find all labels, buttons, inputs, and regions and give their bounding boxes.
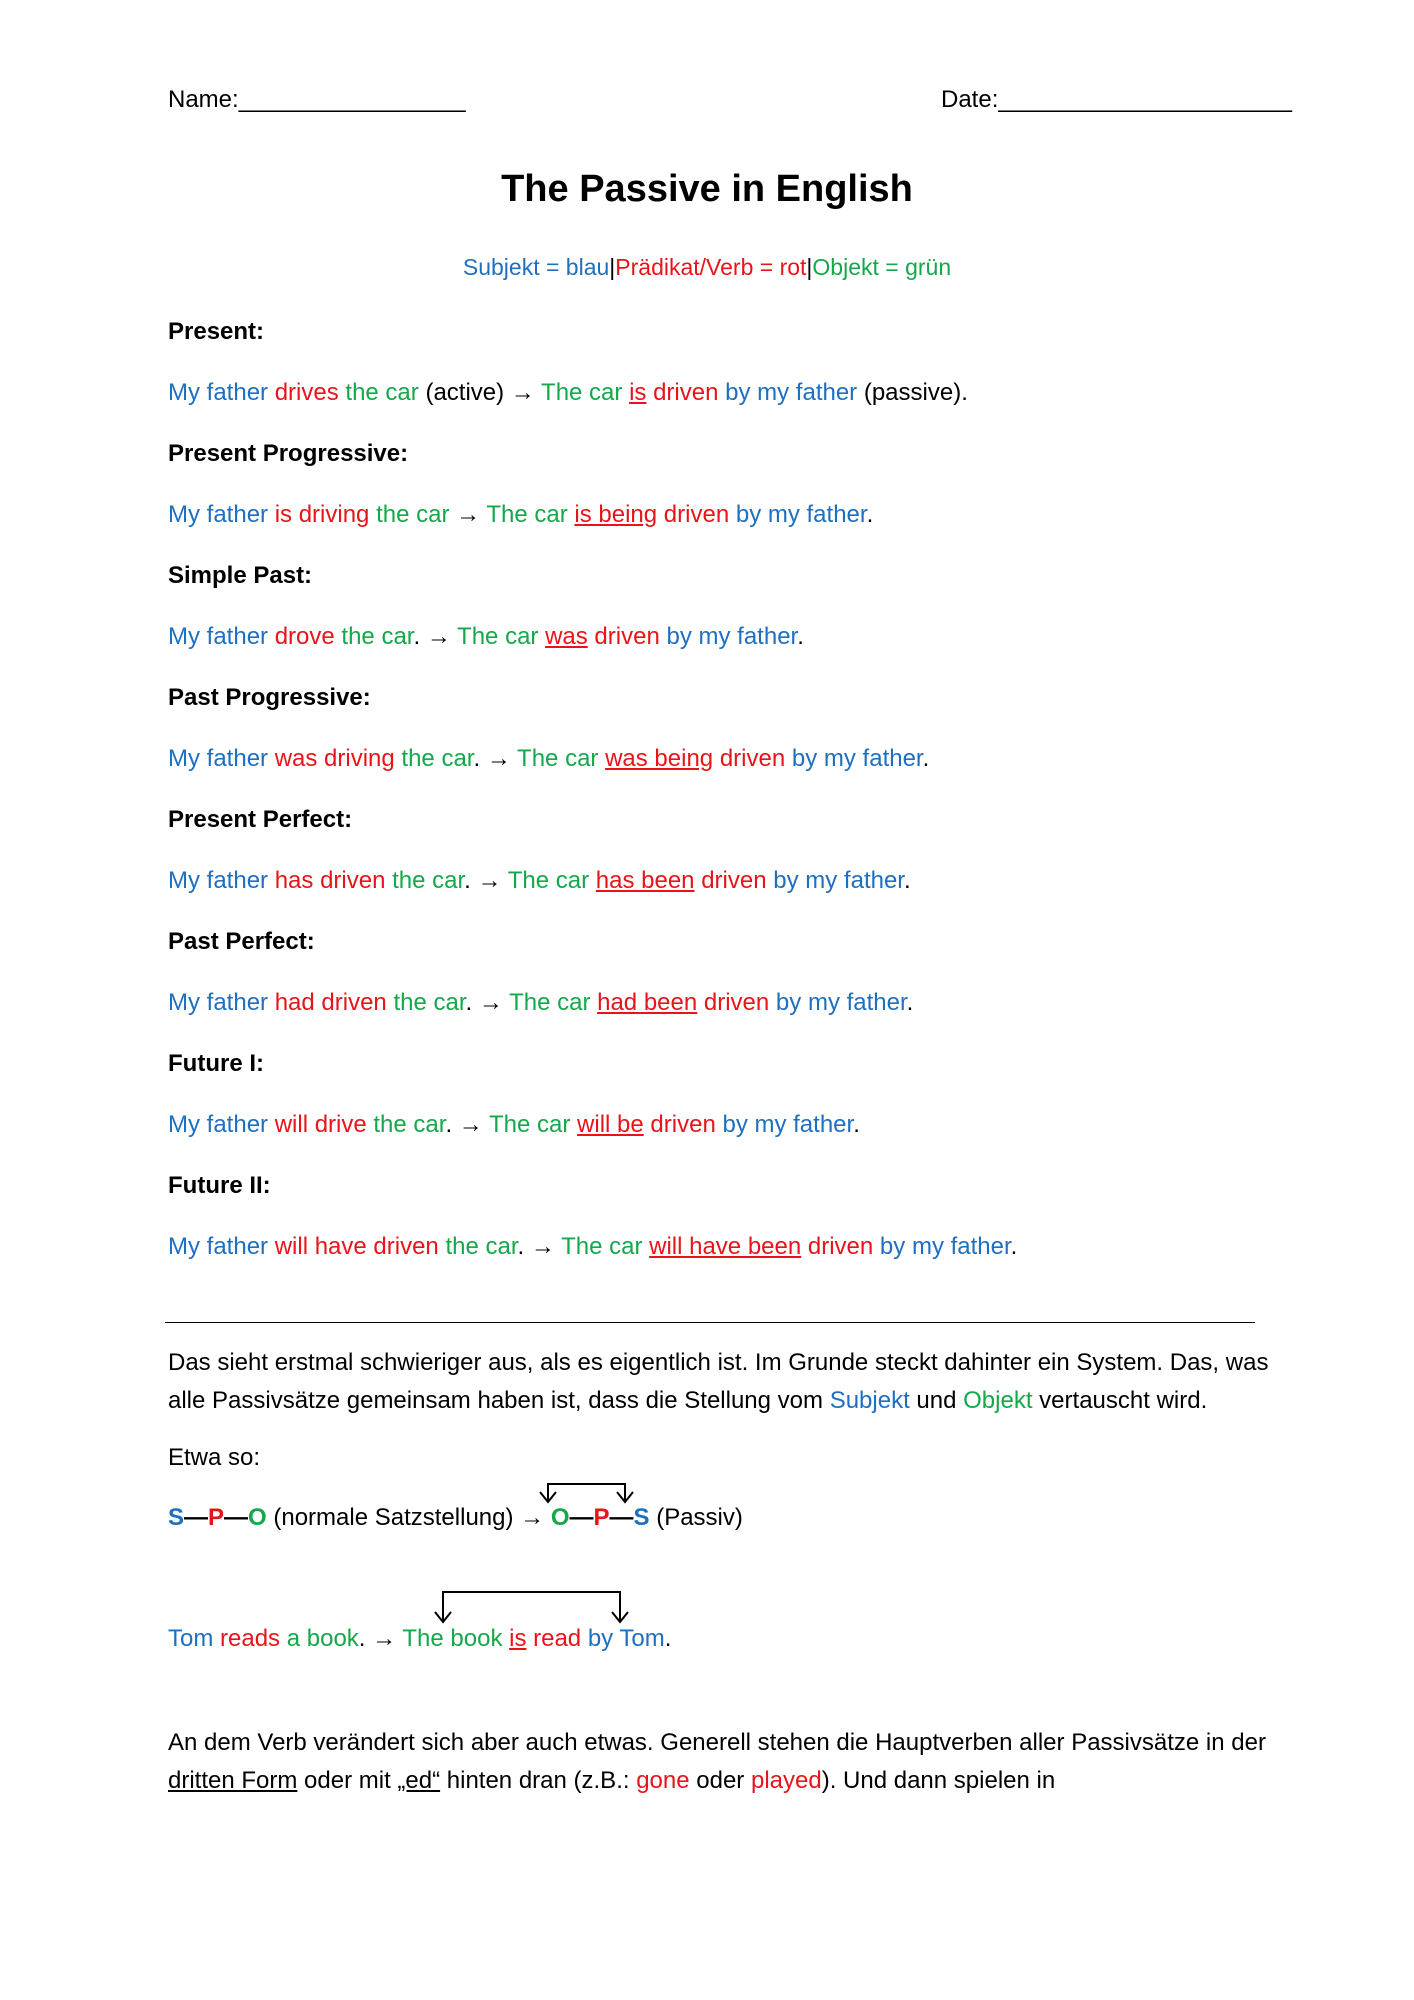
tense-heading: Future I: [168, 1050, 264, 1077]
text-segment: My father [168, 867, 275, 894]
legend-verb: Prädikat/Verb = rot [615, 254, 807, 280]
text-segment: dritten Form [168, 1767, 298, 1794]
text-segment: was driving [274, 745, 395, 772]
text-segment: is [629, 379, 647, 406]
text-segment: driven [694, 867, 767, 894]
text-segment: is [509, 1625, 527, 1652]
text-segment: drove [274, 623, 335, 650]
text-segment: und [909, 1387, 964, 1414]
text-segment: driven [657, 501, 730, 528]
swap-bracket-large [443, 1592, 620, 1620]
text-segment: (Passiv) [649, 1504, 743, 1531]
text-segment: by Tom [581, 1625, 665, 1652]
text-segment: My father [168, 989, 275, 1016]
text-segment: P [593, 1504, 610, 1531]
text-segment: — [569, 1504, 594, 1531]
text-segment: the car [366, 1111, 446, 1138]
name-field-label: Name:_________________ [168, 86, 466, 113]
text-segment: My father [168, 501, 275, 528]
text-segment: . [906, 989, 914, 1016]
text-segment: by my father [766, 867, 904, 894]
text-segment: — [609, 1504, 634, 1531]
text-segment: . [664, 1625, 672, 1652]
text-segment: . [465, 989, 479, 1016]
legend-separator: | [609, 254, 616, 280]
right-arrow-icon: → [372, 1625, 397, 1652]
text-segment: (passive). [857, 379, 968, 406]
text-segment: „ed“ [397, 1767, 441, 1794]
page-title: The Passive in English [501, 168, 913, 210]
text-segment: had driven [274, 989, 387, 1016]
right-arrow-icon: → [478, 989, 503, 1016]
text-segment: drives [274, 379, 339, 406]
text-segment: by my father [718, 379, 858, 406]
text-segment: the car [385, 867, 465, 894]
tense-heading: Present Perfect: [168, 806, 353, 833]
right-arrow-icon: → [477, 867, 502, 894]
text-segment: (active) [418, 379, 511, 406]
text-segment: a book [280, 1625, 359, 1652]
text-segment: is driving [274, 501, 370, 528]
text-segment: has been [595, 867, 695, 894]
text-segment: . [866, 501, 874, 528]
text-segment: (normale Satzstellung) [266, 1504, 521, 1531]
text-segment: the car [438, 1233, 518, 1260]
tense-heading: Simple Past: [168, 562, 313, 589]
text-segment: will have driven [274, 1233, 439, 1260]
text-segment: driven [697, 989, 770, 1016]
text-segment: The car [502, 989, 598, 1016]
text-segment: The car [534, 379, 630, 406]
text-segment: will drive [274, 1111, 367, 1138]
text-segment: oder [689, 1767, 751, 1794]
text-segment: the car [334, 623, 414, 650]
text-segment: Subjekt [829, 1387, 910, 1414]
text-segment: . [473, 745, 487, 772]
text-segment: The car [480, 501, 575, 528]
text-segment: vertauscht wird. [1032, 1387, 1208, 1414]
text-segment: My father [168, 1111, 275, 1138]
text-segment: O [248, 1504, 267, 1531]
etwa-so-label: Etwa so: [168, 1444, 261, 1471]
right-arrow-icon: → [426, 623, 451, 650]
text-segment: Objekt [963, 1387, 1033, 1414]
text-segment: ). Und dann spielen in [821, 1767, 1056, 1794]
text-segment: by my father [785, 745, 923, 772]
legend-separator: | [806, 254, 813, 280]
text-segment: was [545, 623, 588, 650]
text-segment: driven [646, 379, 719, 406]
date-field-label: Date:______________________ [941, 86, 1293, 113]
text-segment: O [550, 1504, 570, 1531]
text-segment: The car [510, 745, 606, 772]
text-segment: P [208, 1504, 225, 1531]
right-arrow-icon: → [530, 1233, 555, 1260]
right-arrow-icon: → [510, 379, 535, 406]
text-segment: . [922, 745, 930, 772]
text-segment: is being [574, 501, 658, 528]
text-segment: My father [168, 623, 275, 650]
text-segment: will be [577, 1111, 644, 1138]
text-segment: . [517, 1233, 531, 1260]
text-segment: The book [396, 1625, 510, 1652]
text-segment: My father [168, 379, 275, 406]
right-arrow-icon: → [458, 1111, 483, 1138]
text-segment: had been [597, 989, 698, 1016]
tense-heading: Past Progressive: [168, 684, 371, 711]
text-segment: . [464, 867, 478, 894]
text-segment: The car [501, 867, 596, 894]
text-segment: by my father [715, 1111, 854, 1138]
text-segment: The car [482, 1111, 578, 1138]
text-segment: . [853, 1111, 860, 1138]
text-segment: the car [338, 379, 419, 406]
text-segment: reads [220, 1625, 281, 1652]
text-segment: the car [369, 501, 457, 528]
text-segment: Das sieht erstmal schwieriger aus, als es eigentlich ist. Im Grunde steckt dahinter ein System. Das, was alle Passivsätze gemeinsam haben ist, dass die Stellung vom [168, 1349, 1269, 1414]
right-arrow-icon: → [520, 1504, 545, 1531]
text-segment: the car [386, 989, 466, 1016]
text-segment: driven [587, 623, 660, 650]
legend-object: Objekt = grün [812, 254, 952, 280]
tense-heading: Past Perfect: [168, 928, 315, 955]
text-segment: — [224, 1504, 249, 1531]
right-arrow-icon: → [486, 745, 511, 772]
text-segment: driven [643, 1111, 716, 1138]
text-segment: read [526, 1625, 582, 1652]
text-segment: has driven [274, 867, 386, 894]
text-segment: by my father [769, 989, 907, 1016]
text-segment: S [168, 1504, 185, 1531]
text-segment: hinten dran (z.B.: [440, 1767, 637, 1794]
text-segment: My father [168, 1233, 275, 1260]
text-segment: gone [636, 1767, 690, 1794]
text-segment: . [358, 1625, 373, 1652]
text-segment: by my father [659, 623, 798, 650]
text-segment: — [184, 1504, 209, 1531]
text-segment: will have been [649, 1233, 802, 1260]
text-segment: The car [554, 1233, 650, 1260]
text-segment: My father [168, 745, 275, 772]
text-segment: . [903, 867, 911, 894]
text-segment: by my father [729, 501, 867, 528]
text-segment: played [750, 1767, 822, 1794]
right-arrow-icon: → [456, 501, 481, 528]
text-segment: was being [605, 745, 714, 772]
text-segment: The car [450, 623, 546, 650]
text-segment: oder mit [297, 1767, 398, 1794]
text-segment: the car [394, 745, 474, 772]
text-segment: . [413, 623, 427, 650]
text-segment: driven [713, 745, 786, 772]
text-segment: An dem Verb verändert sich aber auch etwas. Generell stehen die Hauptverben aller Passivsätze in der [168, 1729, 1266, 1756]
tense-heading: Future II: [168, 1172, 271, 1199]
text-segment: Tom [168, 1625, 221, 1652]
text-segment: . [1010, 1233, 1018, 1260]
swap-bracket-small [548, 1484, 625, 1500]
text-segment: by my father [873, 1233, 1011, 1260]
text-segment: driven [801, 1233, 874, 1260]
legend-subject: Subjekt = blau [462, 254, 610, 280]
text-segment: . [797, 623, 804, 650]
tense-heading: Present Progressive: [168, 440, 409, 467]
text-segment: S [633, 1504, 650, 1531]
tense-heading: Present: [168, 318, 265, 345]
text-segment: . [445, 1111, 459, 1138]
